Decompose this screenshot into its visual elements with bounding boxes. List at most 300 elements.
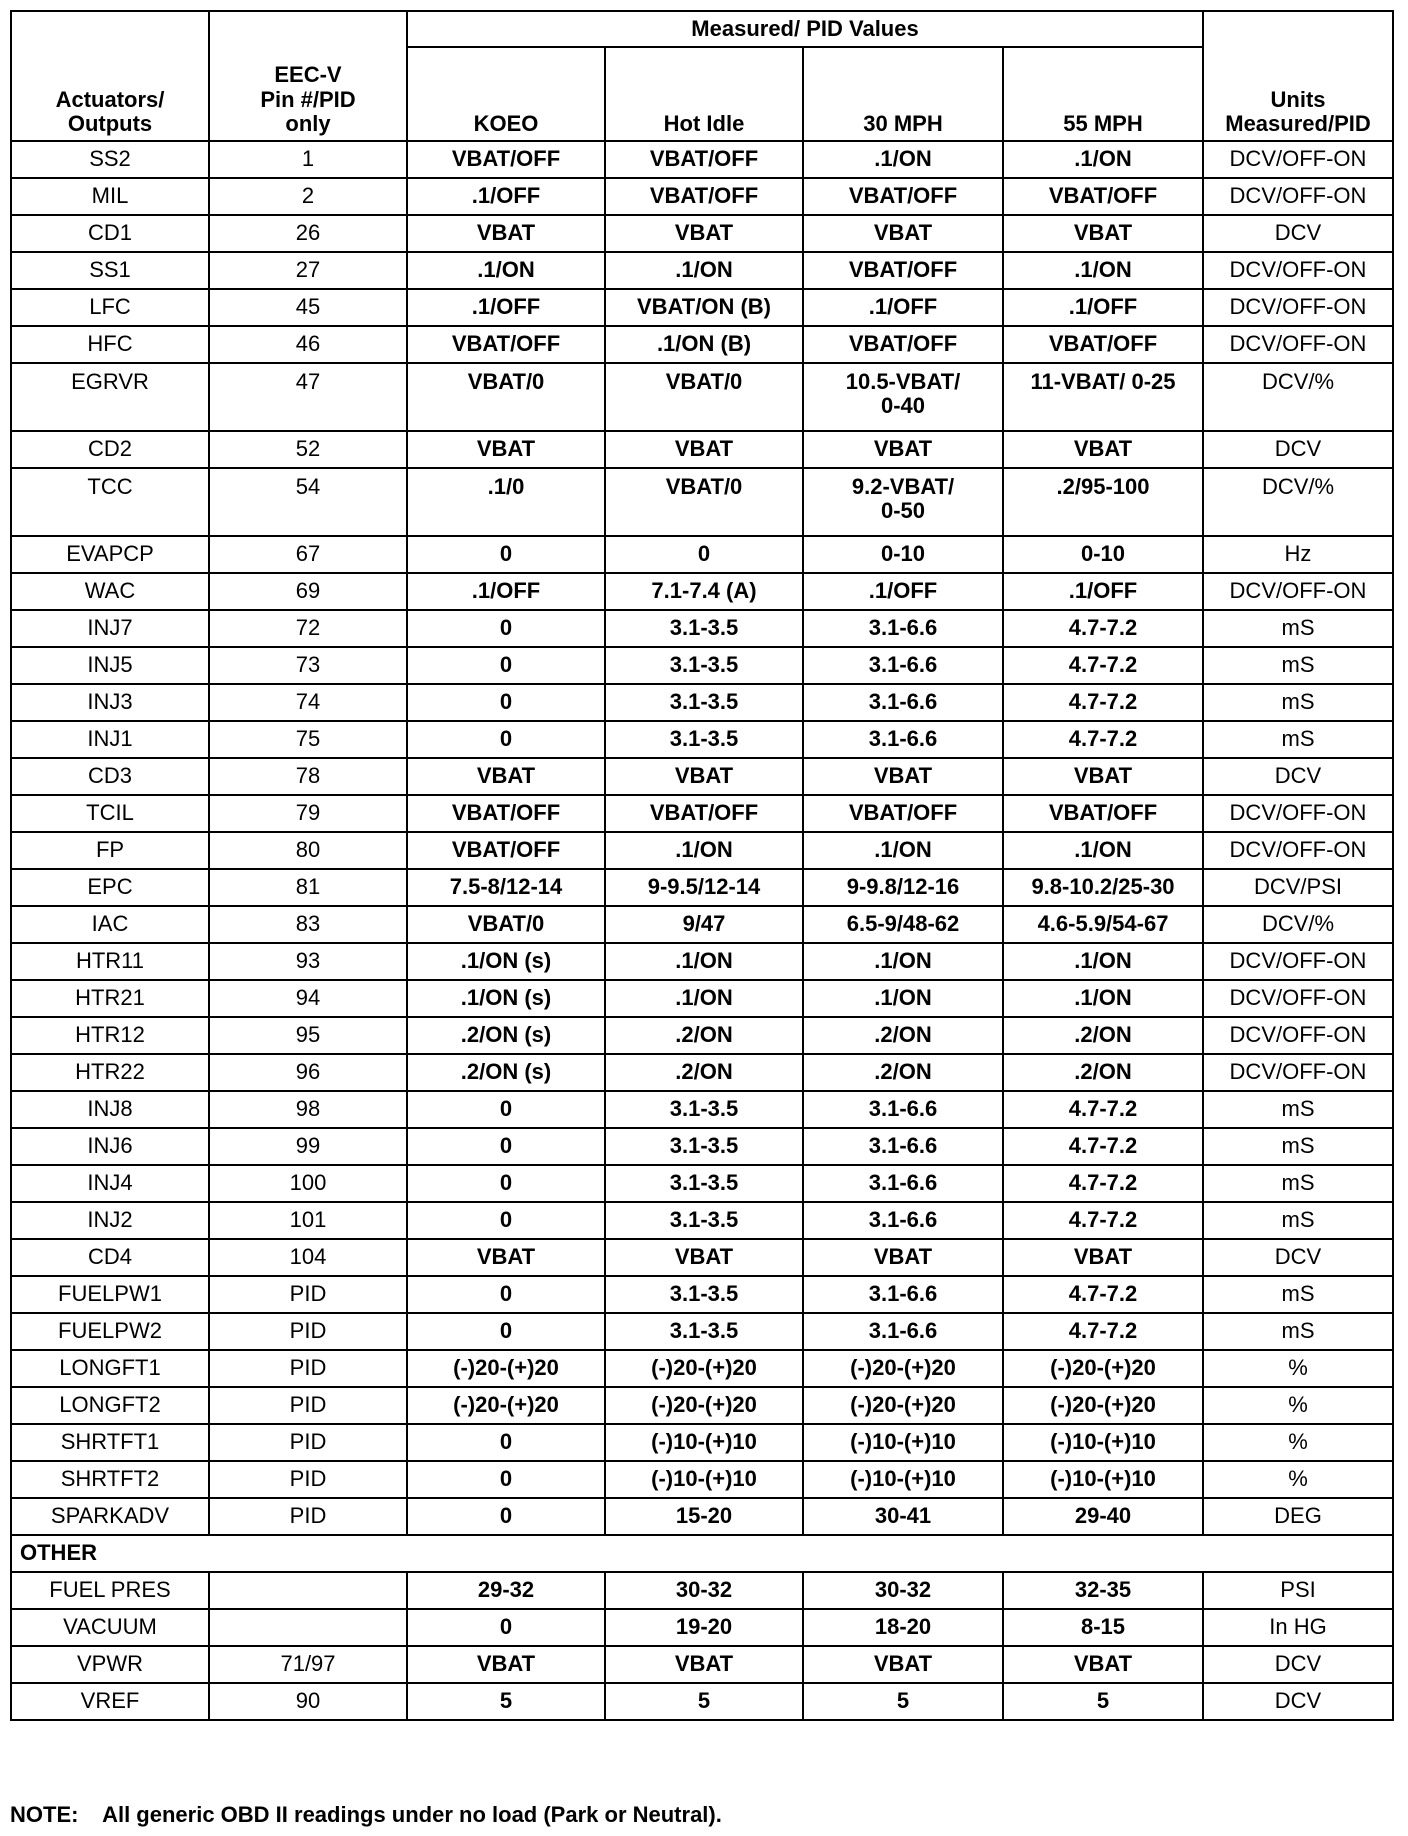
table-row <box>11 1350 1393 1387</box>
cell-koeo: VBAT/0 <box>407 363 605 431</box>
cell-units: DCV <box>1203 1239 1393 1276</box>
cell-koeo: 0 <box>407 1313 605 1350</box>
cell-units: DCV/OFF-ON <box>1203 795 1393 832</box>
cell-30mph: VBAT <box>803 1239 1003 1276</box>
cell-55mph: 0-10 <box>1003 536 1203 573</box>
cell-hot-idle: (-)20-(+)20 <box>605 1387 803 1424</box>
cell-pin: 100 <box>209 1165 407 1202</box>
cell-koeo: .1/ON <box>407 252 605 289</box>
cell-pin: 80 <box>209 832 407 869</box>
cell-name: INJ1 <box>11 721 209 758</box>
cell-units: DCV/OFF-ON <box>1203 141 1393 178</box>
table-row <box>11 1128 1393 1165</box>
cell-name: LFC <box>11 289 209 326</box>
cell-koeo: VBAT/OFF <box>407 795 605 832</box>
cell-koeo: .1/OFF <box>407 178 605 215</box>
cell-pin: 101 <box>209 1202 407 1239</box>
cell-hot-idle: .1/ON <box>605 943 803 980</box>
table-row <box>11 289 1393 326</box>
cell-name: HTR22 <box>11 1054 209 1091</box>
cell-55mph: 4.7-7.2 <box>1003 1165 1203 1202</box>
cell-55mph: 4.7-7.2 <box>1003 610 1203 647</box>
cell-name: CD2 <box>11 431 209 468</box>
cell-units: mS <box>1203 610 1393 647</box>
cell-units: % <box>1203 1387 1393 1424</box>
cell-koeo: VBAT/OFF <box>407 326 605 363</box>
header-hot-idle: Hot Idle <box>605 47 803 141</box>
cell-name: MIL <box>11 178 209 215</box>
cell-koeo: 0 <box>407 536 605 573</box>
cell-55mph: .1/ON <box>1003 943 1203 980</box>
cell-hot-idle: .1/ON <box>605 832 803 869</box>
table-row <box>11 906 1393 943</box>
cell-hot-idle: VBAT <box>605 215 803 252</box>
cell-55mph: 4.7-7.2 <box>1003 1091 1203 1128</box>
cell-pin: 1 <box>209 141 407 178</box>
cell-koeo: 0 <box>407 1498 605 1535</box>
cell-pin: 46 <box>209 326 407 363</box>
table-row <box>11 141 1393 178</box>
cell-hot-idle: VBAT/OFF <box>605 178 803 215</box>
header-row-group <box>11 11 1393 47</box>
cell-55mph: .1/ON <box>1003 832 1203 869</box>
cell-koeo: 0 <box>407 610 605 647</box>
cell-name: VPWR <box>11 1646 209 1683</box>
cell-koeo: VBAT/0 <box>407 906 605 943</box>
cell-30mph: VBAT <box>803 431 1003 468</box>
header-measured-group: Measured/ PID Values <box>407 11 1203 47</box>
cell-name: VACUUM <box>11 1609 209 1646</box>
cell-hot-idle: VBAT/OFF <box>605 141 803 178</box>
cell-units: DEG <box>1203 1498 1393 1535</box>
cell-hot-idle: 3.1-3.5 <box>605 1202 803 1239</box>
cell-koeo: VBAT <box>407 758 605 795</box>
cell-pin: 69 <box>209 573 407 610</box>
cell-hot-idle: (-)10-(+)10 <box>605 1424 803 1461</box>
cell-hot-idle: VBAT <box>605 431 803 468</box>
table-row <box>11 980 1393 1017</box>
cell-55mph: VBAT <box>1003 1239 1203 1276</box>
cell-name: IAC <box>11 906 209 943</box>
table-row <box>11 1091 1393 1128</box>
table-row <box>11 1646 1393 1683</box>
cell-hot-idle: 3.1-3.5 <box>605 684 803 721</box>
table-row <box>11 1165 1393 1202</box>
cell-koeo: .1/0 <box>407 468 605 536</box>
cell-pin: 72 <box>209 610 407 647</box>
cell-30mph: (-)10-(+)10 <box>803 1461 1003 1498</box>
cell-30mph: 9-9.8/12-16 <box>803 869 1003 906</box>
cell-units: DCV/OFF-ON <box>1203 573 1393 610</box>
cell-units: DCV/OFF-ON <box>1203 326 1393 363</box>
cell-hot-idle: .2/ON <box>605 1017 803 1054</box>
cell-30mph: 5 <box>803 1683 1003 1720</box>
cell-hot-idle: 3.1-3.5 <box>605 721 803 758</box>
cell-units: DCV <box>1203 1683 1393 1720</box>
cell-55mph: 11-VBAT/ 0-25 <box>1003 363 1203 431</box>
cell-units: DCV/OFF-ON <box>1203 1054 1393 1091</box>
other-section-label: OTHER <box>11 1535 1393 1572</box>
cell-pin: 27 <box>209 252 407 289</box>
cell-55mph: VBAT <box>1003 1646 1203 1683</box>
cell-koeo: 0 <box>407 1128 605 1165</box>
cell-koeo: 0 <box>407 1276 605 1313</box>
cell-30mph: 9.2-VBAT/ 0-50 <box>803 468 1003 536</box>
cell-30mph: 3.1-6.6 <box>803 1276 1003 1313</box>
cell-30mph: 3.1-6.6 <box>803 1128 1003 1165</box>
table-row <box>11 431 1393 468</box>
cell-pin: 79 <box>209 795 407 832</box>
table-row <box>11 326 1393 363</box>
table-row <box>11 758 1393 795</box>
cell-units: DCV <box>1203 758 1393 795</box>
cell-koeo: .2/ON (s) <box>407 1017 605 1054</box>
cell-name: HTR21 <box>11 980 209 1017</box>
cell-units: DCV/OFF-ON <box>1203 832 1393 869</box>
cell-name: INJ3 <box>11 684 209 721</box>
cell-units: mS <box>1203 1313 1393 1350</box>
cell-koeo: .1/OFF <box>407 289 605 326</box>
table-row <box>11 869 1393 906</box>
cell-pin: 52 <box>209 431 407 468</box>
cell-hot-idle: VBAT/ON (B) <box>605 289 803 326</box>
cell-koeo: (-)20-(+)20 <box>407 1387 605 1424</box>
cell-30mph: 3.1-6.6 <box>803 1313 1003 1350</box>
table-body <box>11 141 1393 1535</box>
cell-55mph: .1/ON <box>1003 141 1203 178</box>
cell-55mph: (-)10-(+)10 <box>1003 1461 1203 1498</box>
cell-koeo: .2/ON (s) <box>407 1054 605 1091</box>
cell-name: SS1 <box>11 252 209 289</box>
cell-55mph: VBAT <box>1003 758 1203 795</box>
cell-koeo: 0 <box>407 1461 605 1498</box>
cell-30mph: VBAT <box>803 1646 1003 1683</box>
cell-hot-idle: 15-20 <box>605 1498 803 1535</box>
cell-units: mS <box>1203 647 1393 684</box>
header-pin: EEC-V Pin #/PID only <box>209 11 407 141</box>
cell-name: FUEL PRES <box>11 1572 209 1609</box>
cell-30mph: .2/ON <box>803 1054 1003 1091</box>
cell-units: In HG <box>1203 1609 1393 1646</box>
cell-30mph: .1/ON <box>803 832 1003 869</box>
cell-pin: 45 <box>209 289 407 326</box>
cell-name: FP <box>11 832 209 869</box>
cell-koeo: .1/ON (s) <box>407 943 605 980</box>
cell-units: DCV/OFF-ON <box>1203 943 1393 980</box>
cell-name: EPC <box>11 869 209 906</box>
cell-pin: 94 <box>209 980 407 1017</box>
cell-units: mS <box>1203 721 1393 758</box>
cell-units: % <box>1203 1461 1393 1498</box>
cell-pin: PID <box>209 1313 407 1350</box>
cell-name: INJ6 <box>11 1128 209 1165</box>
cell-name: INJ4 <box>11 1165 209 1202</box>
cell-55mph: VBAT/OFF <box>1003 326 1203 363</box>
header-actuators: Actuators/ Outputs <box>11 11 209 141</box>
cell-pin: 93 <box>209 943 407 980</box>
cell-pin <box>209 1609 407 1646</box>
cell-55mph: 4.7-7.2 <box>1003 1128 1203 1165</box>
cell-55mph: .1/ON <box>1003 980 1203 1017</box>
cell-units: mS <box>1203 1091 1393 1128</box>
cell-koeo: (-)20-(+)20 <box>407 1350 605 1387</box>
cell-koeo: 0 <box>407 721 605 758</box>
pid-values-table <box>10 10 1394 1721</box>
cell-30mph: .1/OFF <box>803 289 1003 326</box>
cell-55mph: VBAT <box>1003 431 1203 468</box>
cell-koeo: .1/ON (s) <box>407 980 605 1017</box>
cell-name: CD3 <box>11 758 209 795</box>
cell-units: mS <box>1203 1276 1393 1313</box>
cell-pin: 99 <box>209 1128 407 1165</box>
cell-30mph: 3.1-6.6 <box>803 647 1003 684</box>
cell-koeo: 0 <box>407 647 605 684</box>
other-section-row <box>11 1535 1393 1572</box>
cell-pin: 74 <box>209 684 407 721</box>
cell-name: WAC <box>11 573 209 610</box>
cell-units: mS <box>1203 1165 1393 1202</box>
cell-name: EGRVR <box>11 363 209 431</box>
cell-55mph: 4.7-7.2 <box>1003 684 1203 721</box>
cell-hot-idle: 3.1-3.5 <box>605 1091 803 1128</box>
cell-30mph: 30-32 <box>803 1572 1003 1609</box>
cell-pin: PID <box>209 1424 407 1461</box>
table-row <box>11 943 1393 980</box>
cell-koeo: 5 <box>407 1683 605 1720</box>
cell-30mph: 6.5-9/48-62 <box>803 906 1003 943</box>
cell-55mph: VBAT/OFF <box>1003 795 1203 832</box>
cell-name: FUELPW2 <box>11 1313 209 1350</box>
table-row <box>11 1202 1393 1239</box>
cell-30mph: (-)10-(+)10 <box>803 1424 1003 1461</box>
footnote: NOTE: All generic OBD II readings under no load (Park or Neutral). <box>10 1802 722 1827</box>
cell-30mph: VBAT/OFF <box>803 326 1003 363</box>
cell-30mph: 3.1-6.6 <box>803 1165 1003 1202</box>
cell-55mph: .2/95-100 <box>1003 468 1203 536</box>
cell-55mph: (-)20-(+)20 <box>1003 1387 1203 1424</box>
table-row <box>11 1572 1393 1609</box>
table-row <box>11 1461 1393 1498</box>
cell-units: % <box>1203 1350 1393 1387</box>
cell-55mph: .1/OFF <box>1003 289 1203 326</box>
cell-30mph: (-)20-(+)20 <box>803 1350 1003 1387</box>
cell-pin: 81 <box>209 869 407 906</box>
cell-koeo: VBAT/OFF <box>407 832 605 869</box>
table-row <box>11 1424 1393 1461</box>
cell-units: mS <box>1203 684 1393 721</box>
cell-name: INJ8 <box>11 1091 209 1128</box>
header-units: Units Measured/PID <box>1203 11 1393 141</box>
cell-55mph: 4.6-5.9/54-67 <box>1003 906 1203 943</box>
cell-pin: 47 <box>209 363 407 431</box>
cell-pin: PID <box>209 1350 407 1387</box>
cell-55mph: 4.7-7.2 <box>1003 1276 1203 1313</box>
cell-hot-idle: VBAT <box>605 758 803 795</box>
table-row <box>11 1683 1393 1720</box>
cell-units: DCV/% <box>1203 906 1393 943</box>
cell-units: DCV <box>1203 215 1393 252</box>
table-row <box>11 795 1393 832</box>
table-row <box>11 610 1393 647</box>
cell-30mph: VBAT/OFF <box>803 252 1003 289</box>
cell-koeo: 0 <box>407 1424 605 1461</box>
header-koeo: KOEO <box>407 47 605 141</box>
cell-name: SHRTFT1 <box>11 1424 209 1461</box>
cell-units: DCV/% <box>1203 363 1393 431</box>
cell-name: HTR12 <box>11 1017 209 1054</box>
table-row <box>11 468 1393 536</box>
cell-name: VREF <box>11 1683 209 1720</box>
cell-30mph: 3.1-6.6 <box>803 610 1003 647</box>
cell-55mph: VBAT <box>1003 215 1203 252</box>
cell-hot-idle: .1/ON (B) <box>605 326 803 363</box>
table-row <box>11 573 1393 610</box>
cell-30mph: VBAT <box>803 758 1003 795</box>
other-table-body <box>11 1572 1393 1720</box>
other-section <box>11 1535 1393 1572</box>
cell-pin: 98 <box>209 1091 407 1128</box>
table-row <box>11 536 1393 573</box>
cell-30mph: 30-41 <box>803 1498 1003 1535</box>
cell-koeo: 0 <box>407 1091 605 1128</box>
cell-hot-idle: 30-32 <box>605 1572 803 1609</box>
cell-hot-idle: VBAT/0 <box>605 363 803 431</box>
cell-pin: 83 <box>209 906 407 943</box>
cell-units: DCV <box>1203 1646 1393 1683</box>
cell-name: FUELPW1 <box>11 1276 209 1313</box>
cell-hot-idle: 5 <box>605 1683 803 1720</box>
cell-30mph: 3.1-6.6 <box>803 721 1003 758</box>
cell-pin: 2 <box>209 178 407 215</box>
cell-pin: 26 <box>209 215 407 252</box>
cell-koeo: 29-32 <box>407 1572 605 1609</box>
table-row <box>11 1276 1393 1313</box>
cell-koeo: 0 <box>407 1609 605 1646</box>
table-row <box>11 1387 1393 1424</box>
cell-55mph: 5 <box>1003 1683 1203 1720</box>
cell-hot-idle: 3.1-3.5 <box>605 1276 803 1313</box>
cell-koeo: 0 <box>407 1165 605 1202</box>
table-row <box>11 363 1393 431</box>
cell-name: EVAPCP <box>11 536 209 573</box>
table-row <box>11 684 1393 721</box>
cell-hot-idle: VBAT <box>605 1646 803 1683</box>
cell-hot-idle: 9-9.5/12-14 <box>605 869 803 906</box>
cell-hot-idle: 3.1-3.5 <box>605 1128 803 1165</box>
cell-pin: PID <box>209 1498 407 1535</box>
cell-hot-idle: .1/ON <box>605 252 803 289</box>
cell-name: TCIL <box>11 795 209 832</box>
table-row <box>11 1017 1393 1054</box>
cell-30mph: 3.1-6.6 <box>803 1202 1003 1239</box>
table-row <box>11 1054 1393 1091</box>
cell-koeo: VBAT <box>407 1646 605 1683</box>
cell-hot-idle: 3.1-3.5 <box>605 1313 803 1350</box>
cell-units: % <box>1203 1424 1393 1461</box>
cell-30mph: .1/ON <box>803 141 1003 178</box>
table-row <box>11 1498 1393 1535</box>
cell-pin: 90 <box>209 1683 407 1720</box>
cell-pin <box>209 1572 407 1609</box>
cell-units: DCV/OFF-ON <box>1203 980 1393 1017</box>
cell-30mph: .1/OFF <box>803 573 1003 610</box>
cell-units: DCV <box>1203 431 1393 468</box>
cell-koeo: VBAT <box>407 215 605 252</box>
cell-pin: 71/97 <box>209 1646 407 1683</box>
cell-55mph: .2/ON <box>1003 1017 1203 1054</box>
cell-hot-idle: (-)10-(+)10 <box>605 1461 803 1498</box>
cell-units: mS <box>1203 1202 1393 1239</box>
cell-koeo: VBAT <box>407 1239 605 1276</box>
cell-name: INJ2 <box>11 1202 209 1239</box>
cell-koeo: VBAT/OFF <box>407 141 605 178</box>
cell-koeo: 7.5-8/12-14 <box>407 869 605 906</box>
cell-units: mS <box>1203 1128 1393 1165</box>
header-55mph: 55 MPH <box>1003 47 1203 141</box>
table-row <box>11 178 1393 215</box>
cell-hot-idle: VBAT/0 <box>605 468 803 536</box>
cell-hot-idle: VBAT/OFF <box>605 795 803 832</box>
cell-30mph: 0-10 <box>803 536 1003 573</box>
table-row <box>11 647 1393 684</box>
table-row <box>11 1313 1393 1350</box>
cell-hot-idle: 9/47 <box>605 906 803 943</box>
cell-30mph: VBAT/OFF <box>803 795 1003 832</box>
header-30mph: 30 MPH <box>803 47 1003 141</box>
cell-name: LONGFT1 <box>11 1350 209 1387</box>
table-row <box>11 1239 1393 1276</box>
cell-name: CD4 <box>11 1239 209 1276</box>
cell-pin: 54 <box>209 468 407 536</box>
cell-55mph: 4.7-7.2 <box>1003 1202 1203 1239</box>
cell-koeo: 0 <box>407 1202 605 1239</box>
cell-55mph: (-)20-(+)20 <box>1003 1350 1203 1387</box>
cell-pin: 78 <box>209 758 407 795</box>
cell-55mph: VBAT/OFF <box>1003 178 1203 215</box>
cell-hot-idle: 3.1-3.5 <box>605 647 803 684</box>
cell-30mph: (-)20-(+)20 <box>803 1387 1003 1424</box>
cell-name: HFC <box>11 326 209 363</box>
cell-units: DCV/OFF-ON <box>1203 1017 1393 1054</box>
cell-hot-idle: 0 <box>605 536 803 573</box>
cell-55mph: .1/ON <box>1003 252 1203 289</box>
cell-30mph: .2/ON <box>803 1017 1003 1054</box>
cell-55mph: 4.7-7.2 <box>1003 1313 1203 1350</box>
table-row <box>11 721 1393 758</box>
cell-name: LONGFT2 <box>11 1387 209 1424</box>
cell-30mph: VBAT/OFF <box>803 178 1003 215</box>
cell-hot-idle: 3.1-3.5 <box>605 610 803 647</box>
cell-koeo: 0 <box>407 684 605 721</box>
cell-name: INJ7 <box>11 610 209 647</box>
cell-30mph: .1/ON <box>803 943 1003 980</box>
cell-55mph: 9.8-10.2/25-30 <box>1003 869 1203 906</box>
cell-name: SHRTFT2 <box>11 1461 209 1498</box>
cell-hot-idle: VBAT <box>605 1239 803 1276</box>
cell-units: DCV/% <box>1203 468 1393 536</box>
cell-koeo: .1/OFF <box>407 573 605 610</box>
cell-name: SPARKADV <box>11 1498 209 1535</box>
cell-hot-idle: .2/ON <box>605 1054 803 1091</box>
cell-units: PSI <box>1203 1572 1393 1609</box>
cell-koeo: VBAT <box>407 431 605 468</box>
cell-units: Hz <box>1203 536 1393 573</box>
cell-55mph: 32-35 <box>1003 1572 1203 1609</box>
cell-55mph: (-)10-(+)10 <box>1003 1424 1203 1461</box>
cell-30mph: 3.1-6.6 <box>803 1091 1003 1128</box>
cell-30mph: 18-20 <box>803 1609 1003 1646</box>
table-row <box>11 215 1393 252</box>
